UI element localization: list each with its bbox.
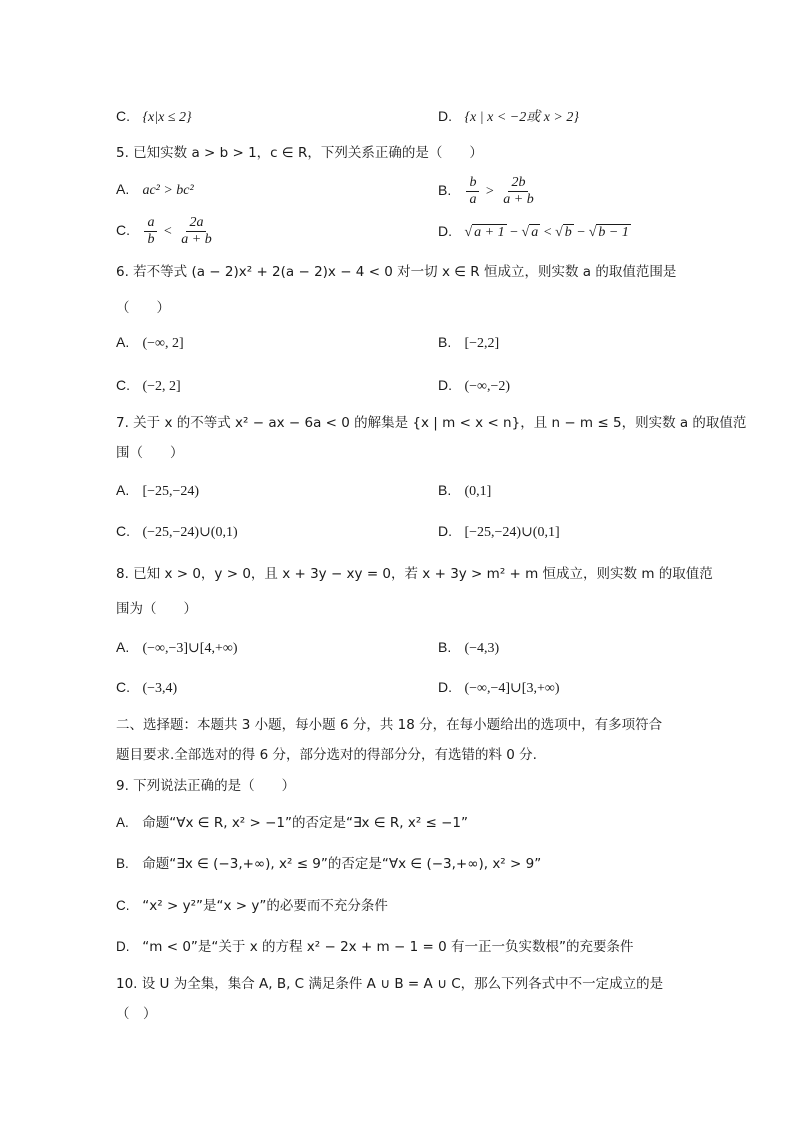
q7-option-b [438, 481, 491, 501]
option-text: (−∞,−3]∪[4,+∞) [142, 641, 238, 656]
denominator: a + b [181, 231, 212, 247]
option-letter: A. [116, 334, 130, 350]
q9-option-a [116, 814, 468, 832]
option-text: (0,1] [464, 484, 492, 499]
option-text: [−25,−24)∪(0,1] [464, 525, 560, 540]
q6-option-a [116, 333, 184, 353]
numerator: b [466, 175, 479, 192]
operator: − [506, 225, 522, 240]
operator: − [573, 225, 589, 240]
q4-option-c [116, 107, 192, 127]
option-text: (−∞,−2) [464, 379, 511, 394]
numerator: a [144, 215, 157, 232]
radicand: a + 1 [474, 225, 505, 240]
fraction [466, 175, 479, 208]
option-letter: C. [116, 523, 130, 539]
option-letter: C. [116, 377, 130, 393]
option-text: “x² > y²”是“x > y”的必要而不充分条件 [142, 898, 388, 914]
q6-stem: 6. 若不等式 (a − 2)x² + 2(a − 2)x − 4 < 0 对一切 x ∈ R 恒成立，则实数 a 的取值范围是 [116, 264, 677, 280]
q9-stem: 9. 下列说法正确的是（ ） [116, 778, 296, 794]
q9-option-d [116, 938, 633, 956]
option-letter: D. [438, 523, 452, 539]
option-letter: D. [438, 679, 452, 695]
denominator: b [147, 231, 155, 247]
q8-stem-cont: 围为（ ） [116, 601, 197, 617]
option-text: “m < 0”是“关于 x 的方程 x² − 2x + m − 1 = 0 有一正一负实数根”的充要条件 [142, 939, 634, 955]
option-text: ac² > bc² [142, 183, 194, 198]
q6-option-d [438, 376, 510, 396]
q6-option-b [438, 333, 499, 353]
fraction [500, 175, 536, 208]
q8-option-c [116, 678, 177, 698]
option-letter: A. [116, 181, 130, 197]
option-text: (−4,3) [464, 641, 500, 656]
q5-option-c [116, 210, 217, 252]
denominator: a [469, 191, 477, 207]
option-letter: D. [438, 108, 452, 124]
q5-option-d [438, 222, 631, 242]
radicand: b [564, 225, 572, 240]
operator: < [540, 225, 556, 240]
option-text: (−∞,−4]∪[3,+∞) [464, 681, 560, 696]
q7-option-a [116, 481, 199, 501]
option-letter: C. [116, 222, 130, 238]
option-letter: D. [438, 223, 452, 239]
q8-option-a [116, 638, 237, 658]
option-letter: C. [116, 898, 130, 913]
option-text: [−25,−24) [142, 484, 200, 499]
option-text: {x|x ≤ 2} [142, 110, 192, 125]
option-text: (−25,−24)∪(0,1) [142, 525, 238, 540]
q9-option-b [116, 855, 541, 873]
option-letter: B. [116, 856, 129, 871]
q10-paren: （ ） [116, 1006, 157, 1022]
fraction [144, 215, 157, 248]
option-letter: D. [438, 377, 452, 393]
relation: > [485, 184, 494, 199]
option-text: (−3,4) [142, 681, 178, 696]
numerator: 2a [186, 215, 206, 232]
option-text: [−2,2] [464, 336, 500, 351]
relation: < [163, 224, 172, 239]
option-letter: B. [438, 482, 452, 498]
radicand: a [531, 225, 539, 240]
q10-stem: 10. 设 U 为全集，集合 A, B, C 满足条件 A ∪ B = A ∪ C，那么下列各式中不一定成立的是 [116, 976, 664, 992]
q7-option-d [438, 522, 560, 542]
option-letter: B. [438, 639, 452, 655]
numerator: 2b [508, 175, 528, 192]
q6-option-c [116, 376, 181, 396]
option-text: √ a + 1 − √ a < √ b − √ b − 1 [464, 225, 629, 240]
section-heading-line2: 题目要求.全部选对的得 6 分，部分选对的得部分分，有选错的料 0 分. [116, 747, 537, 763]
q5-stem: 5. 已知实数 a > b > 1，c ∈ R，下列关系正确的是（ ） [116, 145, 483, 161]
q7-stem-cont: 围（ ） [116, 445, 184, 461]
q8-stem: 8. 已知 x > 0，y > 0，且 x + 3y − xy = 0，若 x + 3y > m² + m 恒成立，则实数 m 的取值范 [116, 566, 713, 582]
q7-option-c [116, 522, 238, 542]
section-heading-line1: 二、选择题：本题共 3 小题，每小题 6 分，共 18 分，在每小题给出的选项中，有多项符合 [116, 717, 663, 733]
option-letter: C. [116, 108, 130, 124]
option-letter: A. [116, 639, 130, 655]
option-letter: A. [116, 482, 130, 498]
q5-option-a [116, 180, 194, 200]
radicand: b − 1 [598, 225, 629, 240]
option-text: (−∞, 2] [142, 336, 184, 351]
option-letter: C. [116, 679, 130, 695]
option-letter: A. [116, 815, 129, 830]
option-letter: B. [438, 334, 452, 350]
q5-option-b [438, 170, 539, 212]
option-letter: B. [438, 182, 452, 198]
q6-paren: （ ） [116, 300, 170, 316]
option-text: 命题“∀x ∈ R, x² > −1”的否定是“∃x ∈ R, x² ≤ −1” [142, 815, 469, 831]
q8-option-b [438, 638, 499, 658]
q4-option-d [438, 107, 579, 127]
option-text: {x | x < −2或 x > 2} [464, 110, 579, 125]
q8-option-d [438, 678, 559, 698]
q7-stem: 7. 关于 x 的不等式 x² − ax − 6a < 0 的解集是 {x | m < x < n}，且 n − m ≤ 5，则实数 a 的取值范 [116, 415, 747, 431]
denominator: a + b [503, 191, 534, 207]
q9-option-c [116, 897, 388, 915]
option-letter: D. [116, 939, 130, 954]
option-text: (−2, 2] [142, 379, 181, 394]
fraction [178, 215, 214, 248]
option-text: 命题“∃x ∈ (−3,+∞), x² ≤ 9”的否定是“∀x ∈ (−3,+∞), x² > 9” [142, 856, 542, 872]
